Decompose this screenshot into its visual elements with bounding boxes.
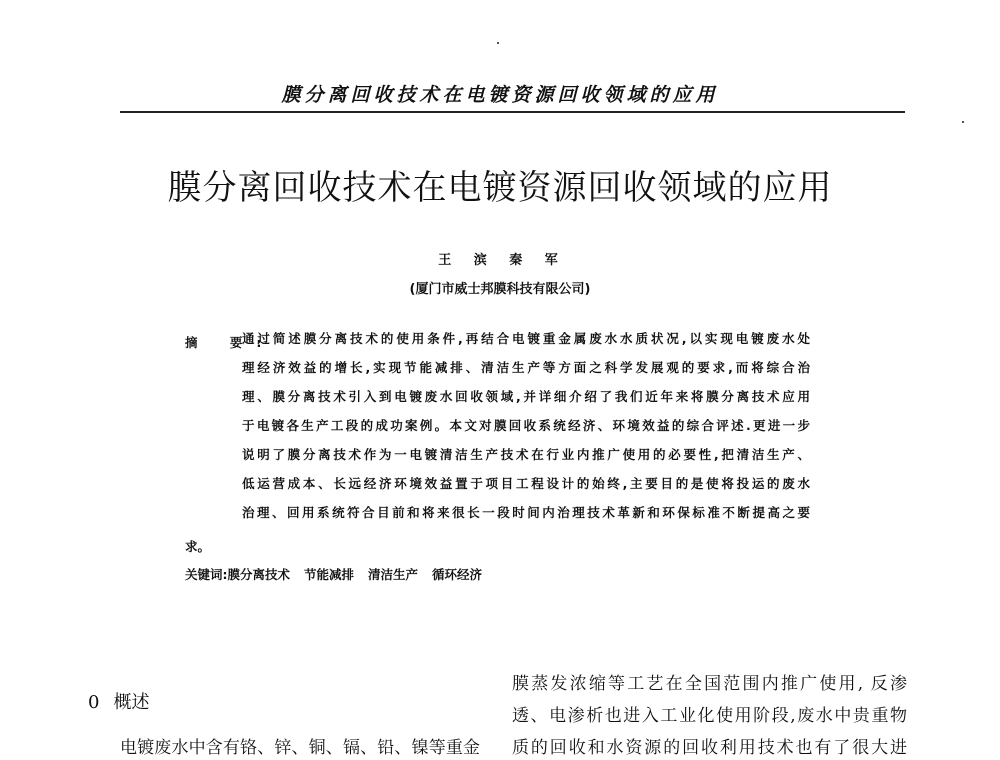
keyword: 膜分离技术: [227, 567, 291, 582]
section-heading: [88, 688, 149, 714]
section-number: 0: [88, 692, 100, 713]
header-rule: [120, 111, 905, 113]
affiliation: (厦门市威士邦膜科技有限公司): [409, 282, 591, 297]
abstract-line: 低运营成本、长远经济环境效益置于项目工程设计的始终,主要目的是使将投运的废水: [242, 476, 810, 491]
paper-title: 膜分离回收技术在电镀资源回收领域的应用: [167, 168, 833, 208]
scan-speck: [962, 121, 964, 123]
keywords: [185, 565, 496, 583]
right-column-line: 透、电渗析也进入工业化使用阶段,废水中贵重物: [512, 706, 907, 726]
keywords-label: 关键词:: [185, 567, 228, 582]
authors: 王 滨 秦 军: [438, 253, 562, 268]
keyword: 清洁生产: [368, 567, 419, 582]
abstract-line: 治理、回用系统符合目前和将来很长一段时间内治理技术革新和环保标准不断提高之要: [242, 505, 810, 520]
right-column-line: 质的回收和水资源的回收利用技术也有了很大进: [512, 738, 907, 758]
abstract-label: 摘 要:: [185, 335, 276, 350]
right-column-line: 膜蒸发浓缩等工艺在全国范围内推广使用, 反渗: [512, 674, 907, 694]
keyword: 循环经济: [432, 567, 483, 582]
running-header: 膜分离回收技术在电镀资源回收领域的应用: [281, 84, 719, 106]
abstract-line: 于电镀各生产工段的成功案例。本文对膜回收系统经济、环境效益的综合评述.更进一步: [242, 418, 810, 433]
keyword: 节能减排: [304, 567, 355, 582]
abstract-tail: 求。: [185, 539, 211, 554]
abstract-line: 理经济效益的增长,实现节能减排、清洁生产等方面之科学发展观的要求,而将综合治: [242, 360, 810, 375]
left-column-line: 电镀废水中含有铬、锌、铜、镉、铅、镍等重金: [120, 738, 480, 758]
abstract-line: 说明了膜分离技术作为一电镀清洁生产技术在行业内推广使用的必要性,把清洁生产、: [242, 447, 810, 462]
scan-speck: [497, 42, 499, 44]
abstract-line: 通过简述膜分离技术的使用条件,再结合电镀重金属废水水质状况,以实现电镀废水处: [242, 331, 810, 346]
abstract-line: 理、膜分离技术引入到电镀废水回收领域,并详细介绍了我们近年来将膜分离技术应用: [242, 389, 810, 404]
section-title: 概述: [113, 692, 150, 713]
